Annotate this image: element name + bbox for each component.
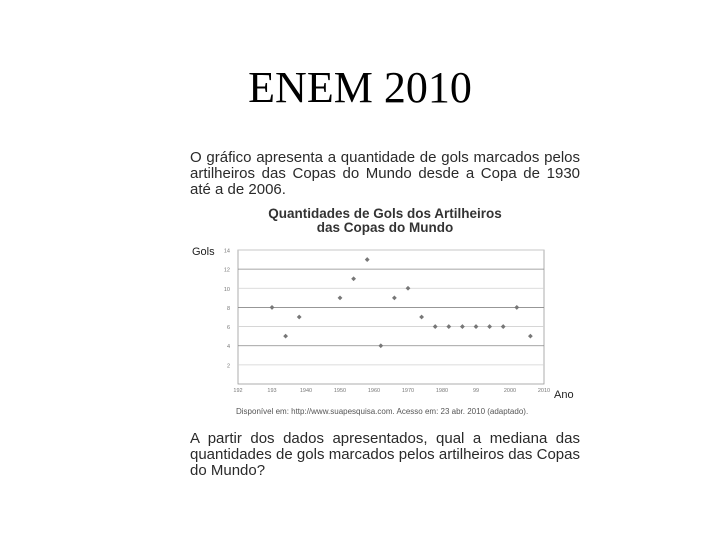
chart-title-line-2: das Copas do Mundo [316,220,454,235]
data-point [460,324,465,329]
data-point [501,324,506,329]
data-point [378,343,383,348]
x-tick-label: 1940 [299,388,313,394]
question-intro-text: O gráfico apresenta a quantidade de gols marcados pelos artilheiros das Copas do Mundo desde a Copa de 1930 até a de 2006. [190,149,580,198]
x-tick-label: 1950 [333,388,347,394]
x-tick-label: 192 [233,388,243,394]
y-tick-label: 4 [226,344,230,351]
data-point [365,257,370,262]
data-point [514,305,519,310]
y-tick-label: 8 [226,305,230,312]
chart-title [190,207,580,235]
data-point [297,315,302,320]
data-point [270,305,275,310]
question-prompt-text: A partir dos dados apresentados, qual a mediana das quantidades de gols marcados pelos artilheiros das Copas do Mundo? [190,430,580,479]
plot-frame [238,250,544,384]
data-point [406,286,411,291]
source-note: Disponível em: http://www.suapesquisa.com. Acesso em: 23 abr. 2010 (adaptado). [236,407,529,416]
data-point [283,334,288,339]
y-tick-label: 6 [226,325,230,332]
data-point [392,295,397,300]
slide-title: ENEM 2010 [248,63,472,112]
x-tick-label: 2010 [537,388,551,394]
chart-title-line-1: Quantidades de Gols dos Artilheiros [268,206,502,221]
x-tick-label: 99 [472,388,480,394]
scatter-chart [186,240,586,408]
x-tick-label: 193 [267,388,277,394]
data-point [338,295,343,300]
y-tick-label: 12 [223,267,230,274]
data-point [474,324,479,329]
data-point [487,324,492,329]
x-tick-label: 2000 [503,388,517,394]
data-point [528,334,533,339]
y-tick-label: 2 [226,363,230,370]
x-tick-label: 1960 [367,388,381,394]
x-axis-label: Ano [554,389,574,401]
y-tick-label: 14 [223,248,230,255]
data-point [433,324,438,329]
y-axis-label: Gols [192,246,215,258]
y-tick-label: 10 [223,286,230,293]
data-point [446,324,451,329]
x-tick-label: 1970 [401,388,415,394]
x-tick-label: 1980 [435,388,449,394]
data-point [351,276,356,281]
data-point [419,315,424,320]
